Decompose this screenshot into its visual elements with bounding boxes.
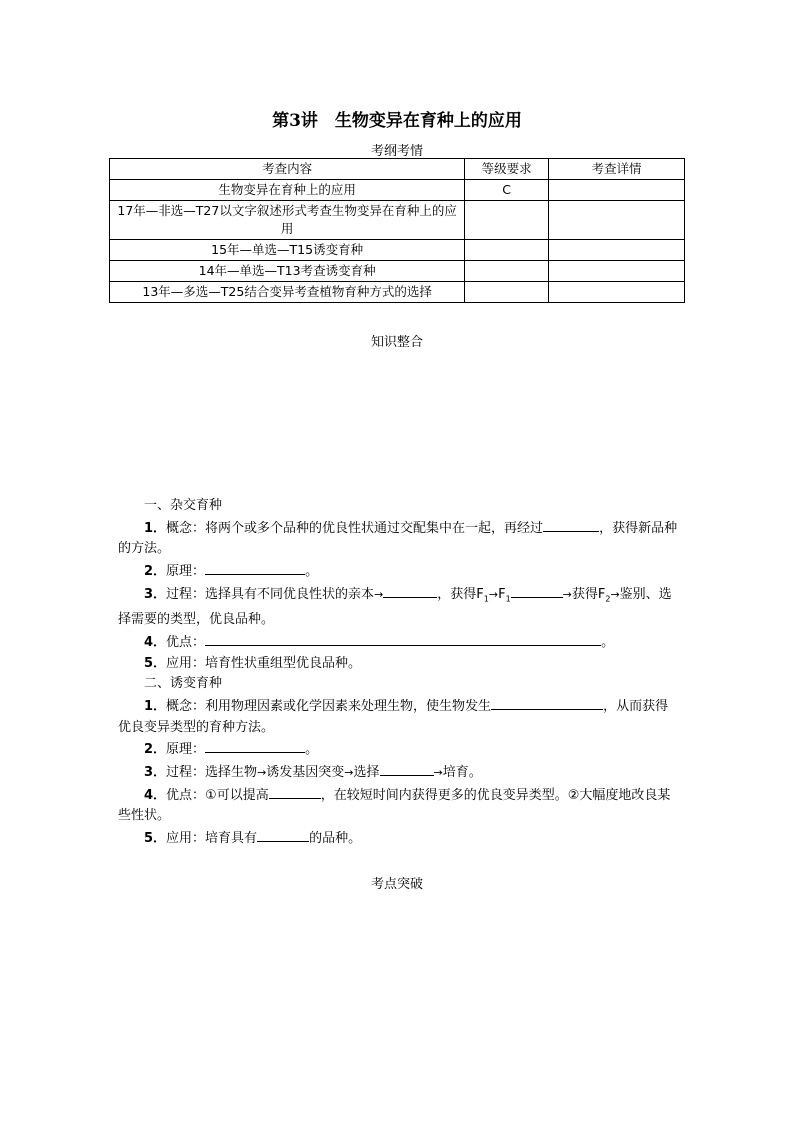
- outline-table: [109, 158, 685, 303]
- table-row: [110, 261, 685, 282]
- answer-blank[interactable]: [205, 631, 601, 646]
- hybrid-process: 3．过程：选择具有不同优良性状的亲本→ ，获得$F_1\to F_1$ →获得$F_2\to$鉴别、选择需要的类型，优良品种。: [118, 583, 678, 631]
- mutation-concept: 1．概念：利用物理因素或化学因素来处理生物，使生物发生 ，从而获得优良变异类型的育种方法。: [118, 695, 678, 738]
- answer-blank[interactable]: [491, 695, 603, 710]
- table-cell: [549, 180, 685, 201]
- table-cell: [549, 282, 685, 303]
- hybrid-concept: 1．概念：将两个或多个品种的优良性状通过交配集中在一起，再经过 ，获得新品种的方法。: [118, 517, 678, 560]
- knowledge-heading: 知识整合: [370, 335, 423, 350]
- table-cell: 14年—单选—T13考查诱变育种: [110, 261, 465, 282]
- breakthrough-heading: 考点突破: [370, 877, 423, 892]
- table-cell: 13年—多选—T25结合变异考查植物育种方式的选择: [110, 282, 465, 303]
- mutation-process: 3．过程：选择生物→诱发基因突变→选择 →培育。: [118, 761, 678, 784]
- answer-blank[interactable]: [205, 738, 305, 753]
- knowledge-content: [118, 496, 678, 850]
- hybrid-application: 5．应用：培育性状重组型优良品种。: [144, 655, 362, 671]
- answer-blank[interactable]: [380, 761, 434, 776]
- table-cell: [549, 201, 685, 240]
- column-header: 考查详情: [549, 159, 685, 180]
- hybrid-principle: 2．原理： 。: [118, 560, 678, 583]
- hybrid-advantage: 4．优点： 。: [118, 631, 678, 654]
- answer-blank[interactable]: [383, 583, 437, 598]
- answer-blank[interactable]: [205, 560, 305, 575]
- table-cell: 17年—非选—T27以文字叙述形式考查生物变异在育种上的应用: [110, 201, 465, 240]
- section-heading-mutation: 二、诱变育种: [144, 676, 223, 692]
- table-row: [110, 201, 685, 240]
- table-cell: [465, 282, 549, 303]
- answer-blank[interactable]: [543, 517, 599, 532]
- arrow-icon: →: [433, 766, 443, 780]
- column-header: 等级要求: [465, 159, 549, 180]
- arrow-icon: →: [610, 587, 620, 601]
- table-cell: [465, 261, 549, 282]
- mutation-application: 5．应用：培育具有 的品种。: [118, 827, 678, 850]
- arrow-icon: →: [488, 587, 499, 601]
- table-cell: [465, 201, 549, 240]
- table-row: [110, 180, 685, 201]
- arrow-icon: →: [374, 587, 384, 601]
- table-cell: 生物变异在育种上的应用: [110, 180, 465, 201]
- table-cell: [549, 261, 685, 282]
- table-row: [110, 240, 685, 261]
- table-row: [110, 282, 685, 303]
- answer-blank[interactable]: [269, 784, 321, 799]
- mutation-principle: 2．原理： 。: [118, 738, 678, 761]
- column-header: 考查内容: [110, 159, 465, 180]
- table-cell: 15年—单选—T15诱变育种: [110, 240, 465, 261]
- arrow-icon: →: [562, 587, 572, 601]
- page-title: 第3讲 生物变异在育种上的应用: [272, 111, 522, 131]
- mutation-advantage: 4．优点：①可以提高 ，在较短时间内获得更多的优良变异类型。②大幅度地改良某些性状。: [118, 784, 678, 827]
- answer-blank[interactable]: [511, 583, 563, 598]
- outline-heading: 考纲考情: [370, 144, 423, 159]
- answer-blank[interactable]: [257, 827, 309, 842]
- table-cell: [465, 240, 549, 261]
- table-cell: C: [465, 180, 549, 201]
- table-header-row: [110, 159, 685, 180]
- arrow-icon: →: [257, 766, 267, 780]
- section-heading-hybrid: 一、杂交育种: [144, 498, 223, 513]
- arrow-icon: →: [344, 766, 354, 780]
- table-cell: [549, 240, 685, 261]
